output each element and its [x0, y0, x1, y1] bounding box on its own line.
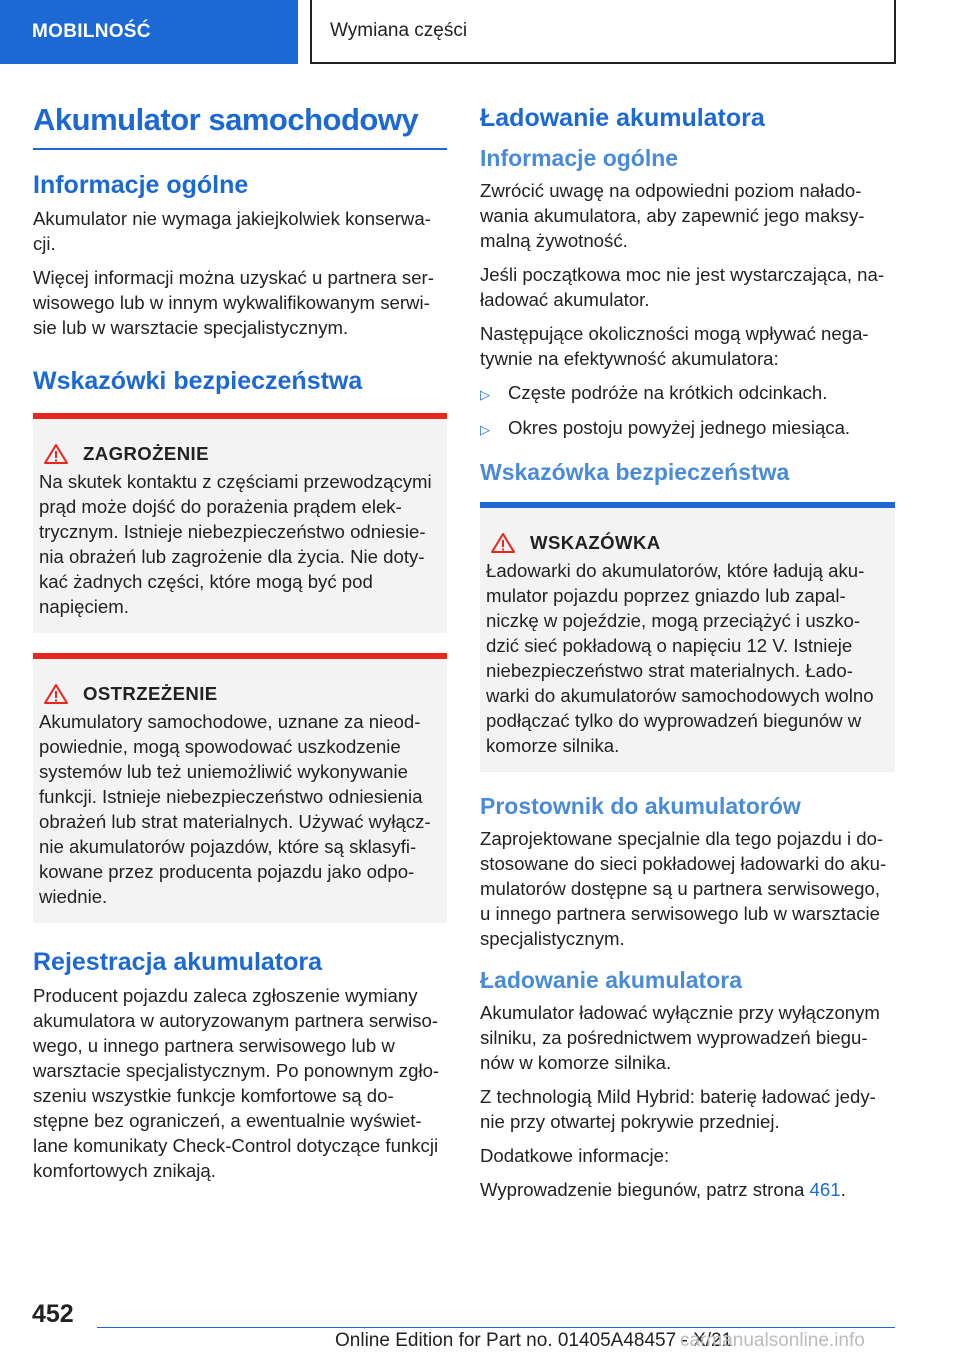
safety-heading: Wskazówki bezpieczeństwa: [33, 367, 363, 395]
paragraph: Następujące okoliczności mogą wpływać nega-tywnie na efektywność akumulatora:: [480, 323, 869, 369]
safety-heading: Wskazówka bezpieczeństwa: [480, 459, 790, 485]
triangle-bullet-icon: ▷: [480, 387, 490, 402]
reference-paragraph: Wyprowadzenie biegunów, patrz strona 461.: [480, 1179, 846, 1200]
page-number: 452: [32, 1300, 74, 1328]
paragraph: Jeśli początkowa moc nie jest wystarczająca, na-ładować akumulator.: [480, 264, 885, 310]
paragraph: Zwrócić uwagę na odpowiedni poziom nałado-wania akumulatora, aby zapewnić jego maksy-malną żywotność.: [480, 180, 865, 251]
charging-heading: Ładowanie akumulatora: [480, 967, 743, 993]
paragraph: Akumulator nie wymaga jakiejkolwiek konserwa-cji.: [33, 208, 431, 254]
footer-divider: [97, 1327, 895, 1328]
paragraph: Akumulator ładować wyłącznie przy wyłączonym silniku, za pośrednictwem wyprowadzeń biegu-nów w komorze silnika.: [480, 1002, 880, 1073]
notice-box: [480, 502, 895, 772]
charging-title: Ładowanie akumulatora: [480, 104, 765, 132]
warning-triangle-icon: [43, 443, 69, 465]
list-item: ▷ Okres postoju powyżej jednego miesiąca.: [480, 415, 895, 442]
list-item: ▷ Częste podróże na krótkich odcinkach.: [480, 380, 895, 407]
warning-triangle-icon: [43, 683, 69, 705]
triangle-bullet-icon: ▷: [480, 422, 490, 437]
warning-text: Akumulatory samochodowe, uznane za nieod-powiednie, mogą spowodować uszkodzenie systemów lub też uniemożliwić wykonywanie funkcji. Istnieje niebezpieczeństwo odniesienia obrażeń lub strat materialnych. Używać wyłącz-nie akumulatorów pojazdów, które są sklasyfi-kowane przez producenta pojazdu jako odpo-wiednie.: [39, 711, 431, 907]
danger-text: Na skutek kontaktu z częściami przewodzącymi prąd może dojść do porażenia prądem elek-trycznym. Istnieje niebezpieczeństwo odniesie-nia obrażeń lub zagrożenie dla życia. Nie doty-kać żadnych części, które mogą być pod napięciem.: [39, 471, 432, 617]
paragraph: Z technologią Mild Hybrid: baterię ładować jedy-nie przy otwartej pokrywie przedniej.: [480, 1086, 876, 1132]
right-column: [480, 100, 895, 1211]
charger-heading: Prostownik do akumulatorów: [480, 793, 801, 819]
warning-triangle-icon: [490, 532, 516, 554]
paragraph: Zaprojektowane specjalnie dla tego pojazdu i do-stosowane do sieci pokładowej ładowarki do aku-mulatorów dostępne są u partnera serwisowego, u innego partnera serwisowego lub w warsztacie specjalistycznym.: [480, 828, 887, 949]
warning-box: [33, 653, 447, 923]
general-info-heading: Informacje ogólne: [33, 171, 249, 199]
notice-title: WSKAZÓWKA: [530, 532, 661, 553]
paragraph: Producent pojazdu zaleca zgłoszenie wymiany akumulatora w autoryzowanym partnera serwiso-wego, u innego partnera serwisowego lub w warsztacie specjalistycznym. Po ponownym zgło-szeniu wszystkie funkcje komfortowe są do-stępne bez ograniczeń, a ewentualnie wyświet-lane komunikaty Check-Control dotyczące funkcji komfortowych znikają.: [33, 985, 440, 1181]
page-title: Akumulator samochodowy: [33, 100, 447, 150]
registration-heading: Rejestracja akumulatora: [33, 948, 323, 976]
general-info-heading: Informacje ogólne: [480, 145, 679, 171]
conditions-list: [480, 380, 895, 442]
warning-title: OSTRZEŻENIE: [83, 683, 218, 704]
danger-title: ZAGROŻENIE: [83, 443, 209, 464]
edition-text: Online Edition for Part no. 01405A48457 - X/21: [335, 1330, 733, 1351]
danger-box: [33, 413, 447, 633]
left-column: [33, 100, 447, 1192]
paragraph: Dodatkowe informacje:: [480, 1145, 670, 1166]
paragraph: Więcej informacji można uzyskać u partnera ser-wisowego lub w innym wykwalifikowanym serwi-sie lub w warsztacie specjalistycznym.: [33, 267, 434, 338]
section-tab: MOBILNOŚĆ: [0, 0, 298, 64]
notice-text: Ładowarki do akumulatorów, które ładują aku-mulator pojazdu poprzez gniazdo lub zapal-niczkę w pojeździe, mogą przeciążyć i uszko-dzić sieć pokładową o napięciu 12 V. Istnieje niebezpieczeństwo strat materialnych. Łado-warki do akumulatorów samochodowych wolno podłączać tylko do wyprowadzeń biegunów w komorze silnika.: [486, 560, 874, 756]
watermark: carmanualsonline.info: [680, 1330, 865, 1351]
chapter-title: Wymiana części: [310, 0, 896, 64]
page-reference-link[interactable]: 461: [809, 1179, 841, 1200]
